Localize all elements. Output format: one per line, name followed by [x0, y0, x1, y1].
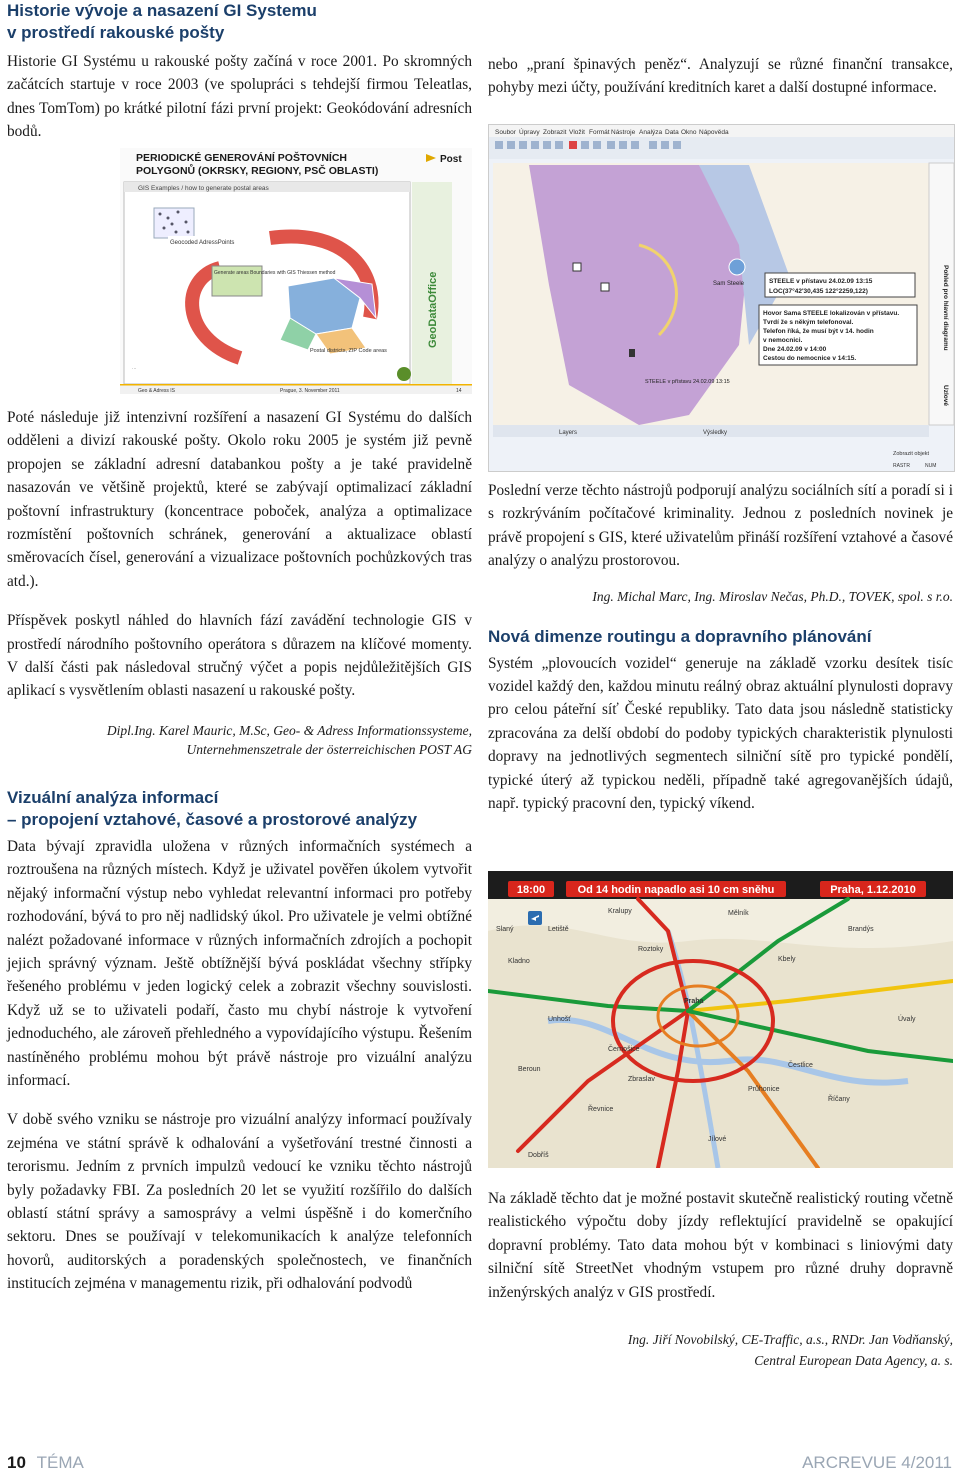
figure-analysis-app: [488, 124, 955, 472]
analysis-app-graphic: [489, 125, 954, 471]
fig1-box3: Postal districts, ZIP Code areas: [310, 348, 387, 354]
svg-text:Unhošť: Unhošť: [548, 1016, 571, 1023]
show-object-link[interactable]: Zobrazit objekt: [893, 451, 930, 457]
traffic-time: 18:00: [516, 884, 546, 896]
page-number: 10: [7, 1453, 26, 1472]
airport-icon: [528, 911, 542, 925]
popup-2-line6: Cestou do nemocnice v 14:15.: [763, 355, 857, 362]
svg-text:Dobříš: Dobříš: [528, 1152, 549, 1159]
menu-item: Soubor: [495, 129, 516, 136]
menu-item: Úpravy: [519, 129, 540, 136]
popup-2-line5: Dne 24.02.09 v 14:00: [763, 346, 827, 353]
tab-layers[interactable]: Layers: [559, 430, 578, 436]
figure-traffic-map: [488, 871, 953, 1168]
svg-text:Brandýs: Brandýs: [848, 926, 874, 933]
article-history-para3: Příspěvek poskytl náhled do hlavních fází zavádění technologie GIS v prostředí národního poštovního operátora s důrazem na klíčové momenty. V další části pak následoval stručný výčet a popis nejdůležitějších GIS aplikací s vysvětlením oblasti nasazení u rakouské pošty.: [7, 612, 472, 700]
fig1-side-label: GeoDataOffice: [427, 271, 439, 348]
article-visual-right: [488, 53, 953, 100]
svg-text:Průhonice: Průhonice: [748, 1086, 780, 1093]
status-num: NUM: [925, 463, 937, 469]
article-routing-title: Nová dimenze routingu a dopravního plánování: [488, 626, 872, 646]
tab-results[interactable]: Výsledky: [703, 430, 728, 436]
article-visual-para1: Data bývají zpravidla uložena v různých informačních systémech a roztroušena na různých místech. Když je uživatel pověřen úkolem vytvořit nějaký informační výstup nebo vyhledat relevantní informaci pro potřeby rozhodování, bývá to pro něj nadlidský úkol. Pro uživatele je velmi obtížné nalézt požadované informace v různých informačních zdrojích a pochopit jejich správný význam. Ještě obtížnější bývá poskládat všechny střípky řešeného problému v jeden logický celek a zobrazit všechny souvislosti. Když už se to uživateli podaří, často mu chybí nástroje k vytvoření jednoduchého, ale zároveň přehledného a vypovídajícího výstupu. Řešením nastíněného problému mohou být právě nástroje pro vizuální analýzu informací.: [7, 837, 472, 1089]
article-routing-para2: Na základě těchto dat je možné postavit skutečně realistický routing včetně realistického výpočtu doby jízdy reflektující pravidelně se opakující dopravní problémy. Tato data mohou být v kombinaci s liniovými daty silniční sítě StreetNet vhodným vstupem pro různé druhy dopravně inženýrských analýz v GIS prostředí.: [488, 1190, 953, 1301]
author-marc: Ing. Michal Marc, Ing. Miroslav Nečas, Ph.D., TOVEK, spol. s r.o.: [592, 588, 953, 604]
phone-marker-icon: [629, 349, 635, 357]
popup-2-line4: v nemocnici.: [763, 337, 803, 344]
article-visual-right-cont: [488, 479, 953, 815]
menu-item: Nástroje: [611, 129, 636, 136]
map-marker-icon: [573, 263, 581, 271]
status-rastr: RASTR: [893, 463, 910, 469]
article-visual-para2: V době svého vzniku se nástroje pro vizuální analýzy informací používaly zejména ve státní správě k odhalování a vyšetřování trestné činnosti a terorismu. Jedním z prvních impulzů vedoucí ke vzniku těchto nástrojů byly požadavky FBI. Za posledních 20 let se využití rozšířilo do dalších oblastí státní správy a samosprávy a velmi úspěšně i do komerčního sektoru. Dnes se používají v telekomunikacích k analýze telefonních hovorů, auditorských a poradenských společnostech, ve finančních institucích zejména v managementu rizik, při odhalování podvodů: [7, 1111, 472, 1293]
menu-item: Data: [665, 129, 679, 136]
page-footer-left: [7, 1453, 84, 1473]
menu-item: Formát: [589, 129, 610, 136]
article-visual-title: Vizuální analýza informací – propojení vztahové, časové a prostorové analýzy: [7, 787, 418, 829]
side-panel-label: Pohled pro hlavní diagramu: [942, 265, 949, 351]
fig1-footer-left: Geo & Adress IS: [138, 388, 175, 394]
popup-1-line2: LOC(37°42'30,435 122°2259,122): [769, 288, 868, 295]
svg-text:Praha: Praha: [684, 998, 704, 1005]
popup-2-line3: Telefon říká, že musí být v 14. hodin: [763, 328, 874, 335]
menu-item: Okno: [681, 129, 697, 136]
globe-icon: [397, 367, 411, 381]
article-history-para1: Historie GI Systému u rakouské pošty začíná v roce 2001. Po skromných začátcích startuje v roce 2003 (ve spolupráci s tehdejší firmou Teleatlas, dnes TomTom) po krátké pilotní fázi první projekt: Geokódování adresních bodů.: [7, 53, 472, 141]
side-panel-label-2: Uzlové: [942, 385, 949, 406]
article-visual-para3: nebo „praní špinavých peněz“. Analyzují se různé finanční transakce, pohyby mezi účty, používání kreditních karet a další dostupné informace.: [488, 56, 953, 97]
menu-item: Nápověda: [699, 129, 729, 136]
toolbar-icons[interactable]: [495, 141, 681, 149]
article-routing-para1: Systém „plovoucích vozidel“ generuje na základě vzorku desítek tisíc vozidel každý den, každou minutu reálný obraz aktuální plynulosti dopravy pro celou páteřní síť České republiky. Tato data jsou následně statisticky zpracována za delší období do podoby typických charakteristik plynulosti dopravy na jednotlivých segmentech silniční sítě pro typické pondělí, typické úterý až typickou neděli, případně také agregovanějších údajů, např. typický pracovní den, typický víkend.: [488, 654, 953, 813]
author-mauric-1: Dipl.Ing. Karel Mauric, M.Sc, Geo- & Adress Informationssysteme,: [106, 722, 472, 738]
map-status: STEELE v přístavu 24.02.09 13:15: [645, 379, 730, 385]
svg-text:Roztoky: Roztoky: [638, 946, 664, 953]
svg-text:Sam Steele: Sam Steele: [713, 281, 745, 287]
svg-text:Post: Post: [440, 154, 462, 165]
app-menu[interactable]: [495, 127, 729, 136]
section-label: TÉMA: [36, 1453, 84, 1472]
author-novobilsky-2: Central European Data Agency, a. s.: [754, 1353, 953, 1369]
svg-text:Mělník: Mělník: [728, 910, 749, 917]
author-mauric-2: Unternehmenszetrale der österreichischen POST AG: [186, 741, 472, 757]
popup-2-line2: Tvrdí že s někým telefonoval.: [763, 319, 854, 326]
fig1-slide-header: GIS Examples / how to generate postal areas: [138, 185, 269, 192]
popup-2-line1: Hovor Sama STEELE lokalizován v přístavu.: [763, 310, 900, 317]
postal-polygons-graphic: [120, 148, 472, 394]
article-history-cont: [7, 406, 472, 1296]
fig1-title-1: PERIODICKÉ GENEROVÁNÍ POŠTOVNÍCH: [136, 152, 348, 164]
svg-text:Čestlice: Čestlice: [788, 1062, 813, 1069]
article-visual-para4: Poslední verze těchto nástrojů podporují analýzu sociálních sítí a poradí si i s rozkrýváním počítačové kriminality. Jednou z posledních novinek je právě propojení s GIS, které uživatelům přináší rozšíření vztahové a časové analýzy o analýzu prostorovou.: [488, 482, 953, 570]
fig1-box2: Generate areas Boundaries with GIS Thiessen method: [214, 270, 336, 276]
svg-text:Černošice: Černošice: [608, 1046, 640, 1053]
traffic-map-graphic: [488, 871, 953, 1168]
article-history-title: Historie vývoje a nasazení GI Systemu v prostředí rakouské pošty: [7, 1, 317, 42]
svg-text:Kralupy: Kralupy: [608, 908, 632, 915]
author-novobilsky-1: Ing. Jiří Novobilský, CE-Traffic, a.s., RNDr. Jan Vodňanský,: [627, 1332, 953, 1348]
traffic-headline: Od 14 hodin napadlo asi 10 cm sněhu: [577, 884, 775, 896]
fig1-title-2: POLYGONŮ (OKRSKY, REGIONY, PSČ OBLASTI): [136, 165, 379, 177]
svg-text:Říčany: Říčany: [828, 1096, 850, 1103]
figure-postal-polygons: [120, 148, 472, 394]
svg-text:Letiště: Letiště: [548, 926, 569, 933]
menu-item: Vložit: [569, 129, 585, 136]
article-history: [7, 0, 472, 144]
svg-text:···: ···: [132, 366, 137, 371]
svg-text:Kbely: Kbely: [778, 956, 796, 963]
svg-text:Beroun: Beroun: [518, 1066, 541, 1073]
fig1-box1: Geocoded AdressPoints: [170, 240, 235, 246]
fig1-footer-right: 14: [456, 388, 462, 394]
svg-text:Kladno: Kladno: [508, 958, 530, 965]
article-history-para2: Poté následuje již intenzivní rozšíření a nasazení GI Systému do dalších odděleni a divizí rakouské pošty. Okolo roku 2005 je systém již pevně propojen se základní adresní databankou pošty a je také pravidelně nasazován ve většině projektů, které se zabývají optimalizací základní poštovní infrastruktury (koncentrace poboček, analýza a optimalizace rozmístění poštovních schránek, generování a aktualizace oblastí směrovacích čísel, generování a vizualizace poštovních pochůzkových tras atd.).: [7, 409, 472, 590]
svg-text:Úvaly: Úvaly: [898, 1016, 916, 1023]
svg-text:Slaný: Slaný: [496, 926, 514, 933]
fig1-footer-mid: Prague, 3. November 2011: [280, 388, 340, 394]
svg-text:Řevnice: Řevnice: [588, 1106, 614, 1113]
magazine-label: ARCREVUE 4/2011: [802, 1453, 952, 1472]
article-routing-cont: [488, 1187, 953, 1370]
popup-1-line1: STEELE v přístavu 24.02.09 13:15: [769, 278, 873, 285]
traffic-place-date: Praha, 1.12.2010: [830, 884, 916, 896]
svg-text:Zbraslav: Zbraslav: [628, 1076, 655, 1083]
svg-text:Jílové: Jílové: [708, 1136, 727, 1143]
menu-item: Analýza: [639, 129, 663, 136]
map-marker-icon: [601, 283, 609, 291]
menu-item: Zobrazit: [543, 129, 567, 136]
